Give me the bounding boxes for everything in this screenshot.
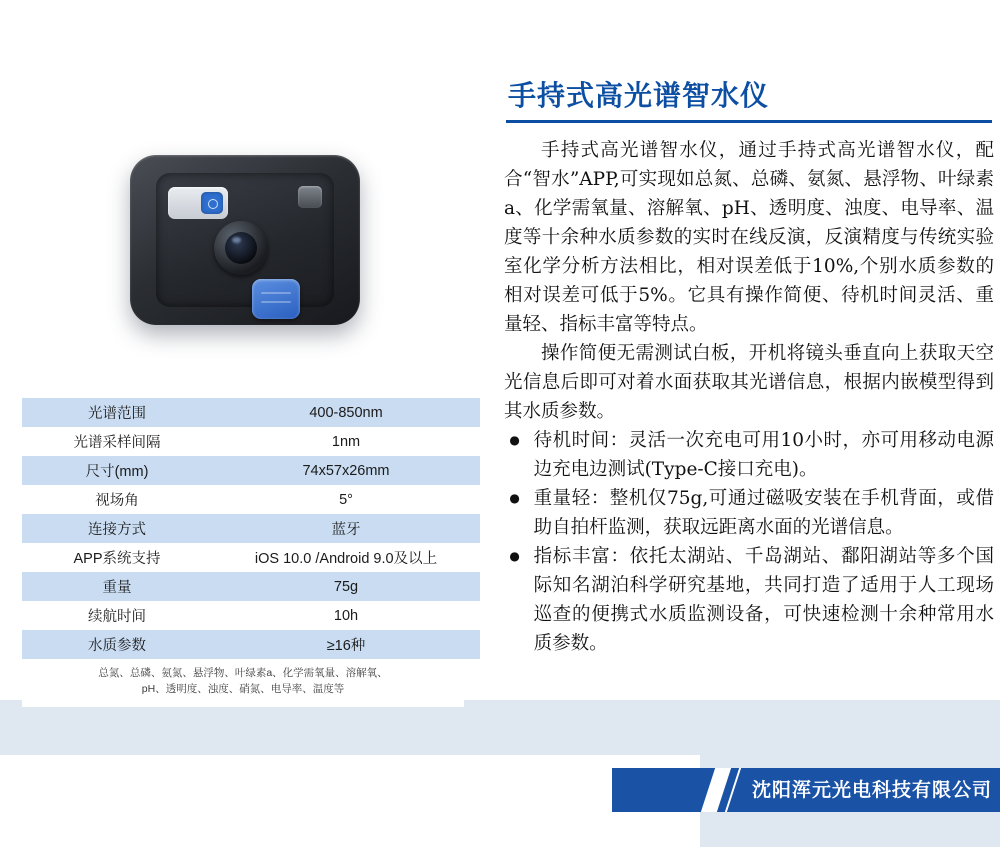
table-row (22, 601, 480, 630)
spec-key: 光谱范围 (22, 398, 212, 427)
description-bullet-3: ● 指标丰富：依托太湖站、千岛湖站、鄱阳湖站等多个国际知名湖泊科学研究基地，共同打造了适用于人工现场巡查的便携式水质监测设备，可快速检测十余种常用水质参数。 (504, 542, 994, 658)
description-bullet-1: ● 待机时间：灵活一次充电可用10小时，亦可用移动电源边充电边测试(Type-C接口充电)。 (504, 426, 994, 484)
table-row (22, 456, 480, 485)
spec-panel (22, 398, 464, 707)
table-row (22, 543, 480, 572)
product-photo (120, 130, 370, 350)
description-paragraph-1: 手持式高光谱智水仪，通过手持式高光谱智水仪，配合“智水”APP,可实现如总氮、总磷、氨氮、悬浮物、叶绿素a、化学需氧量、溶解氧、pH、透明度、浊度、电导率、温度等十余种水质参数的实时在线反演，反演精度与传统实验室化学分析方法相比，相对误差低于10%,个别水质参数的相对误差可低于5%。它具有操作简便、待机时间灵活、重量轻、指标丰富等特点。 (504, 140, 994, 335)
table-row (22, 630, 480, 659)
spec-key: 光谱采样间隔 (22, 427, 212, 456)
table-row (22, 514, 480, 543)
sensor-window-icon (168, 187, 228, 219)
description-bullet-2: ● 重量轻：整机仅75g,可通过磁吸安装在手机背面，或借助自拍杆监测，获取远距离水面的光谱信息。 (504, 484, 994, 542)
blue-button-pad-icon (252, 279, 300, 319)
footer-bar (612, 768, 1000, 812)
right-column (498, 0, 1000, 847)
left-column (0, 0, 485, 847)
table-row (22, 572, 480, 601)
spec-value: 400-850nm (212, 398, 480, 427)
spec-key: 重量 (22, 572, 212, 601)
spec-value: 75g (212, 572, 480, 601)
table-row (22, 485, 480, 514)
description-paragraph-2: 操作简便无需测试白板，开机将镜头垂直向上获取天空光信息后即可对着水面获取其光谱信息，根据内嵌模型得到其水质参数。 (504, 343, 994, 422)
spec-value: 5° (212, 485, 480, 514)
spec-key: 视场角 (22, 485, 212, 514)
spec-value: iOS 10.0 /Android 9.0及以上 (212, 543, 480, 572)
device-body-icon (130, 155, 360, 325)
spec-key: 水质参数 (22, 630, 212, 659)
title-divider (506, 120, 992, 123)
page-title: 手持式高光谱智水仪 (508, 79, 770, 112)
camera-lens-inner-icon (225, 232, 257, 264)
spec-key: 尺寸(mm) (22, 456, 212, 485)
spec-table (22, 398, 480, 659)
spec-key: 续航时间 (22, 601, 212, 630)
camera-lens-icon (214, 221, 268, 275)
spec-value: 10h (212, 601, 480, 630)
description-body (504, 136, 994, 658)
table-row (22, 427, 480, 456)
spec-key: 连接方式 (22, 514, 212, 543)
spec-note (22, 659, 464, 707)
spec-value: 蓝牙 (212, 514, 480, 543)
spec-value: ≥16种 (212, 630, 480, 659)
device-face (156, 173, 334, 307)
spec-note-line-2: pH、透明度、浊度、硝氮、电导率、温度等 (141, 683, 345, 695)
spec-note-line-1: 总氮、总磷、氨氮、悬浮物、叶绿素a、化学需氧量、溶解氧、 (98, 667, 388, 679)
port-icon (298, 186, 322, 208)
sensor-blue-indicator-icon (201, 192, 223, 214)
table-row (22, 398, 480, 427)
spec-value: 1nm (212, 427, 480, 456)
footer-company-name: 沈阳浑元光电科技有限公司 (752, 779, 993, 801)
spec-key: APP系统支持 (22, 543, 212, 572)
spec-value: 74x57x26mm (212, 456, 480, 485)
